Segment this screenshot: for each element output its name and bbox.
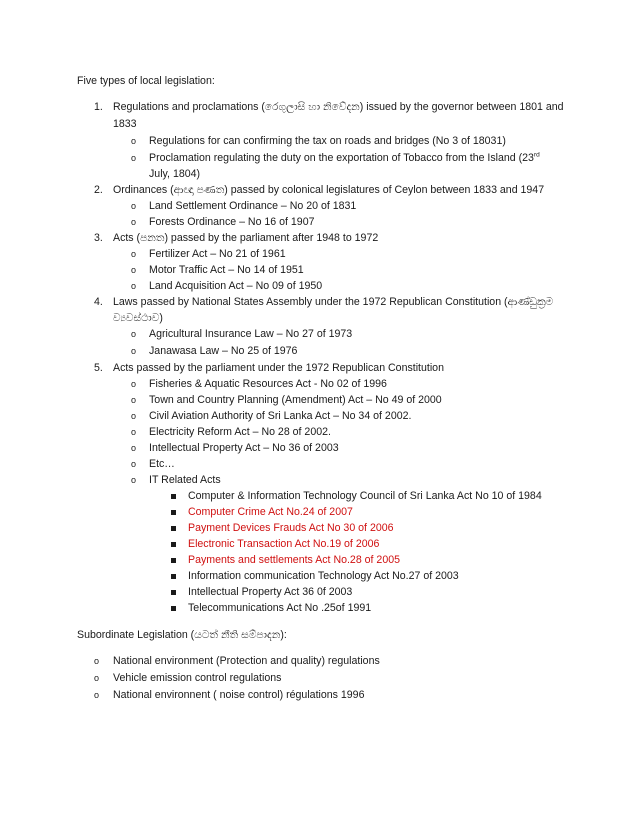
sub-item-text: Civil Aviation Authority of Sri Lanka Act – No 34 of 2002. — [149, 410, 412, 422]
list-item-text: 1833 — [113, 118, 137, 130]
sub-item-text: Town and Country Planning (Amendment) Act – No 49 of 2000 — [149, 394, 442, 406]
circle-bullet-icon: o — [131, 427, 137, 437]
sub-item-text: Forests Ordinance – No 16 of 1907 — [149, 216, 315, 228]
list-item-text: Regulations and proclamations (රෙගුලාසි හා නිවේදන) issued by the governor between 1801 and — [113, 101, 564, 113]
list-number: 3. — [94, 232, 103, 244]
circle-bullet-icon: o — [131, 395, 137, 405]
circle-bullet-icon: o — [131, 459, 137, 469]
square-bullet-icon — [171, 510, 176, 515]
circle-bullet-icon: o — [131, 329, 137, 339]
circle-bullet-icon: o — [131, 281, 137, 291]
list-item-text: Acts passed by the parliament under the 1972 Republican Constitution — [113, 362, 444, 374]
circle-bullet-icon: o — [131, 153, 137, 163]
sub-item-text: Regulations for can confirming the tax on roads and bridges (No 3 of 18031) — [149, 135, 506, 147]
list-item-text: Acts (පනත) passed by the parliament after 1948 to 1972 — [113, 232, 379, 244]
square-bullet-icon — [171, 606, 176, 611]
circle-bullet-icon: o — [131, 346, 137, 356]
circle-bullet-icon: o — [94, 690, 100, 700]
section-heading-local: Five types of local legislation: — [77, 75, 215, 87]
sub-item-text: Vehicle emission control regulations — [113, 672, 282, 684]
section-heading-subordinate: Subordinate Legislation (යටත් නීති සම්පාදන): — [77, 629, 287, 641]
it-act-item-highlighted: Payments and settlements Act No.28 of 2005 — [188, 554, 400, 566]
square-bullet-icon — [171, 558, 176, 563]
list-number: 4. — [94, 296, 103, 308]
sub-item-text: Agricultural Insurance Law – No 27 of 1973 — [149, 328, 353, 340]
list-item-text: ව්‍යවස්ථාව) — [113, 312, 163, 324]
square-bullet-icon — [171, 590, 176, 595]
list-number: 2. — [94, 184, 103, 196]
circle-bullet-icon: o — [131, 379, 137, 389]
circle-bullet-icon: o — [94, 656, 100, 666]
sub-item-text: Janawasa Law – No 25 of 1976 — [149, 345, 298, 357]
sub-item-text: July, 1804) — [149, 168, 201, 180]
sub-item-text: Electricity Reform Act – No 28 of 2002. — [149, 426, 331, 438]
sub-item-text: Land Settlement Ordinance – No 20 of 1831 — [149, 200, 357, 212]
circle-bullet-icon: o — [94, 673, 100, 683]
circle-bullet-icon: o — [131, 265, 137, 275]
list-number: 5. — [94, 362, 103, 374]
circle-bullet-icon: o — [131, 217, 137, 227]
list-item-text: Ordinances (ආඥා පණත) passed by colonical legislatures of Ceylon between 1833 and 1947 — [113, 184, 545, 196]
sub-item-text: IT Related Acts — [149, 474, 221, 486]
it-act-item: Computer & Information Technology Council of Sri Lanka Act No 10 of 1984 — [188, 490, 542, 502]
sub-item-text: National environment (Protection and quality) regulations — [113, 655, 380, 667]
circle-bullet-icon: o — [131, 201, 137, 211]
sub-item-text: Motor Traffic Act – No 14 of 1951 — [149, 264, 304, 276]
circle-bullet-icon: o — [131, 411, 137, 421]
square-bullet-icon — [171, 494, 176, 499]
sub-item-text: Land Acquisition Act – No 09 of 1950 — [149, 280, 323, 292]
square-bullet-icon — [171, 526, 176, 531]
square-bullet-icon — [171, 542, 176, 547]
circle-bullet-icon: o — [131, 443, 137, 453]
sub-item-text: Fertilizer Act – No 21 of 1961 — [149, 248, 286, 260]
it-act-item-highlighted: Electronic Transaction Act No.19 of 2006 — [188, 538, 380, 550]
it-act-item: Information communication Technology Act No.27 of 2003 — [188, 570, 459, 582]
it-act-item-highlighted: Computer Crime Act No.24 of 2007 — [188, 506, 353, 518]
circle-bullet-icon: o — [131, 475, 137, 485]
square-bullet-icon — [171, 574, 176, 579]
circle-bullet-icon: o — [131, 249, 137, 259]
it-act-item: Intellectual Property Act 36 0f 2003 — [188, 586, 353, 598]
list-number: 1. — [94, 101, 103, 113]
it-act-item: Telecommunications Act No .25of 1991 — [188, 602, 372, 614]
it-act-item-highlighted: Payment Devices Frauds Act No 30 of 2006 — [188, 522, 394, 534]
sub-item-text: Proclamation regulating the duty on the exportation of Tobacco from the Island (23rd — [149, 151, 540, 164]
sub-item-text: National environnent ( noise control) régulations 1996 — [113, 689, 365, 701]
sub-item-text: Etc… — [149, 458, 175, 470]
list-item-text: Laws passed by National States Assembly under the 1972 Republican Constitution (ආණ්ඩුක්‍රම — [113, 296, 554, 308]
sub-item-text: Intellectual Property Act – No 36 of 2003 — [149, 442, 339, 454]
circle-bullet-icon: o — [131, 136, 137, 146]
sub-item-text: Fisheries & Aquatic Resources Act - No 02 of 1996 — [149, 378, 387, 390]
